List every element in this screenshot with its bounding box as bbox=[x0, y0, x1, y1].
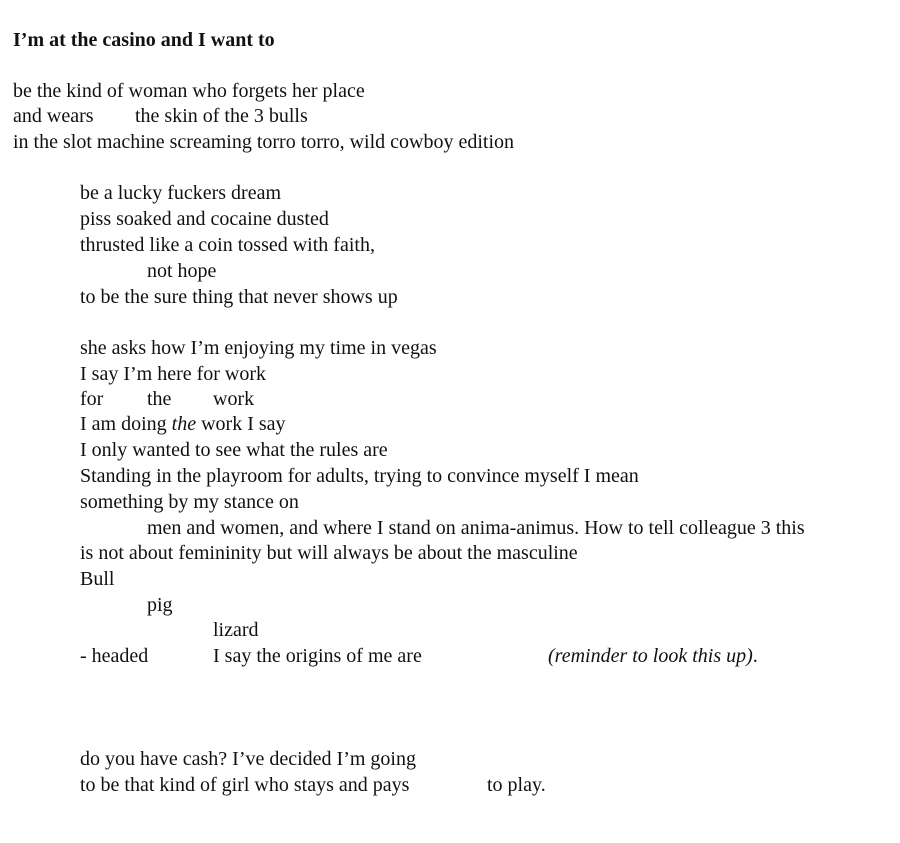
poem-line: pig bbox=[147, 594, 173, 616]
poem-line: be the kind of woman who forgets her place bbox=[13, 80, 365, 102]
poem-line: she asks how I’m enjoying my time in vegas bbox=[80, 337, 437, 359]
poem-line bbox=[80, 412, 286, 436]
poem-text: . bbox=[752, 645, 758, 667]
poem-line: - headed bbox=[80, 645, 149, 667]
poem-line: be a lucky fuckers dream bbox=[80, 182, 282, 204]
poem-line: Standing in the playroom for adults, trying to convince myself I mean bbox=[80, 465, 639, 487]
poem-line: is not about femininity but will always be about the masculine bbox=[80, 542, 578, 564]
poem-line: lizard bbox=[213, 619, 259, 641]
poem-line: piss soaked and cocaine dusted bbox=[80, 208, 329, 230]
poem-line: work bbox=[213, 388, 255, 410]
poem-line: in the slot machine screaming torro torro, wild cowboy edition bbox=[13, 131, 514, 153]
poem-line: do you have cash? I’ve decided I’m going bbox=[80, 748, 416, 770]
poem-line: to be that kind of girl who stays and pays bbox=[80, 774, 410, 796]
poem-line: I only wanted to see what the rules are bbox=[80, 439, 388, 461]
poem-line: men and women, and where I stand on anima-animus. How to tell colleague 3 this bbox=[147, 517, 805, 539]
poem-line: thrusted like a coin tossed with faith, bbox=[80, 234, 375, 256]
poem-line: something by my stance on bbox=[80, 491, 299, 513]
poem-line: I say I’m here for work bbox=[80, 363, 267, 385]
poem-line: I say the origins of me are bbox=[213, 645, 422, 667]
poem-line: the bbox=[147, 388, 172, 410]
poem-line: not hope bbox=[147, 260, 217, 282]
poem-title: I’m at the casino and I want to bbox=[13, 29, 275, 51]
poem-line: Bull bbox=[80, 568, 115, 590]
poem-line: to play. bbox=[487, 774, 546, 796]
poem-text: work I say bbox=[196, 413, 286, 435]
poem-line: and wears bbox=[13, 105, 94, 127]
poem-italic-text: the bbox=[171, 413, 197, 435]
poem-line bbox=[548, 644, 758, 668]
poem-text: I am doing bbox=[80, 413, 172, 435]
poem-line: for bbox=[80, 388, 104, 410]
poem-line: the skin of the 3 bulls bbox=[135, 105, 308, 127]
poem-italic-text: (reminder to look this up) bbox=[548, 645, 753, 667]
poem-line: to be the sure thing that never shows up bbox=[80, 286, 398, 308]
